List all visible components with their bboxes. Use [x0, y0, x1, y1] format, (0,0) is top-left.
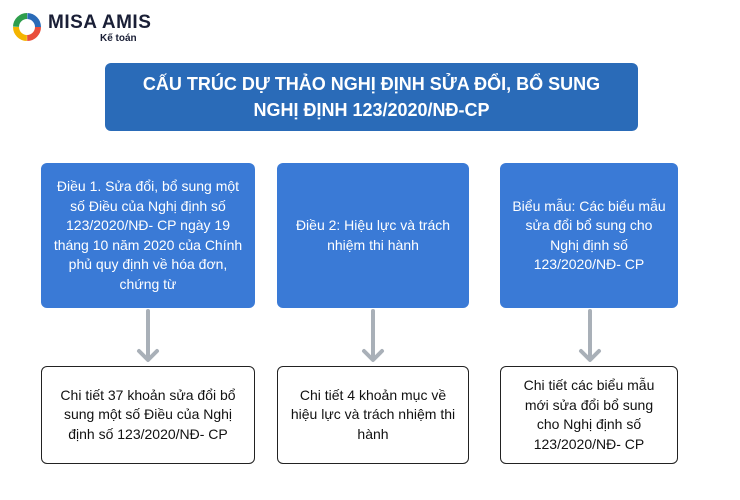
logo-subtitle: Kế toán	[100, 33, 137, 44]
forms-box	[500, 163, 678, 308]
title-line-2: NGHỊ ĐỊNH 123/2020/NĐ-CP	[253, 100, 490, 120]
title-line-1: CẤU TRÚC DỰ THẢO NGHỊ ĐỊNH SỬA ĐỔI, BỔ SUNG	[142, 74, 601, 94]
article-1-box	[41, 163, 255, 308]
article-2-text: Điều 2: Hiệu lực và trách nhiệm thi hành	[295, 217, 451, 253]
forms-detail-box	[500, 366, 678, 464]
logo-name: MISA AMIS	[48, 12, 152, 33]
forms-detail-text: Chi tiết các biểu mẫu mới sửa đổi bổ sung cho Nghị định số 123/2020/NĐ- CP	[523, 377, 655, 452]
article-2-box	[277, 163, 469, 308]
article-1-text: Điều 1. Sửa đổi, bổ sung một số Điều của Nghị định số 123/2020/NĐ- CP ngày 19 tháng 10 năm 2020 của Chính phủ quy định về hóa đơn, chứng từ	[53, 178, 243, 292]
arrow-3	[581, 311, 599, 360]
arrow-2	[364, 311, 382, 360]
misa-amis-logo	[8, 8, 152, 48]
article-1-detail-text: Chi tiết 37 khoản sửa đổi bổ sung một số Điều của Nghị định số 123/2020/NĐ- CP	[60, 386, 236, 442]
article-1-detail-box	[41, 366, 255, 464]
article-2-detail-text: Chi tiết 4 khoản mục về hiệu lực và trách nhiệm thi hành	[290, 386, 456, 442]
logo-ring-icon	[12, 12, 42, 42]
article-2-detail-box	[277, 366, 469, 464]
forms-text: Biểu mẫu: Các biểu mẫu sửa đổi bổ sung cho Nghị định số 123/2020/NĐ- CP	[512, 197, 666, 272]
arrow-1	[139, 311, 157, 360]
diagram-title	[105, 63, 638, 131]
